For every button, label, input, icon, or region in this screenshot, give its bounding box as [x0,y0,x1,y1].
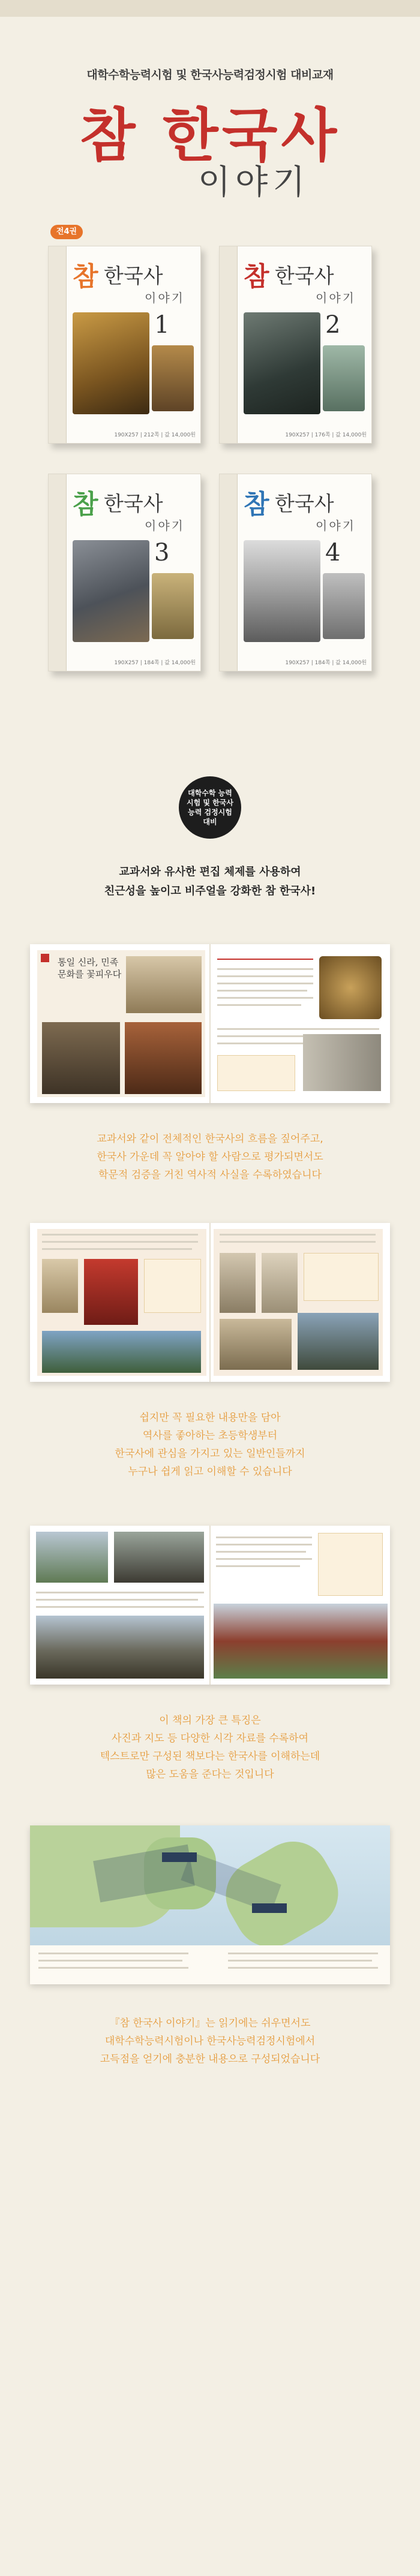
book-cham: 참 [244,489,269,520]
book-number: 4 [325,539,341,567]
text-line [216,1558,312,1560]
book-number: 2 [325,311,341,339]
section-rule [217,959,313,960]
text-line [228,1953,378,1954]
book-spine [220,246,238,443]
book-spec: 190X257 | 184쪽 | 값 14,000원 [285,660,367,666]
text-line [216,1551,306,1553]
text-line [216,1544,312,1545]
text-line [42,1248,192,1250]
sample-spread-2 [30,1223,390,1382]
text3-line-2: 역사를 좋아하는 초등학생부터 [142,1430,278,1442]
text-line [228,1960,372,1962]
book-cover-image [244,540,320,642]
text-line [36,1599,198,1601]
text5-line-2: 대학수학능력시험이나 한국사능력검정시험에서 [104,2035,316,2047]
map-label [162,1852,197,1862]
page-gutter [209,1223,211,1382]
book-cham: 참 [244,261,269,292]
book-cover-image-secondary [152,345,194,411]
book-spec: 190X257 | 176쪽 | 값 14,000원 [285,432,367,438]
book-number: 1 [154,311,170,339]
page-gutter [209,1526,211,1685]
text4-line-3: 텍스트로만 구성된 책보다는 한국사를 이해하는데 [100,1751,320,1762]
book-cham: 참 [73,261,98,292]
text-line [38,1960,182,1962]
photo-prison [214,1604,388,1679]
text-line [217,1028,379,1030]
exam-prep-badge: 대학수학 능력시험 및 한국사능력 검정시험 대비 [179,776,241,839]
map-caption-area [30,1945,390,1984]
text-line [36,1606,204,1608]
book-cover-3 [48,474,201,671]
photo-soldiers [114,1532,204,1583]
text4-line-2: 사진과 지도 등 다양한 시각 자료를 수록하여 [111,1733,309,1745]
text-line [42,1241,198,1243]
book-cham: 참 [73,489,98,520]
book-title: 한국사 [104,492,163,516]
text-line [38,1967,188,1969]
book-spine [49,246,67,443]
book-cover-image [73,540,149,642]
book-cover-image [73,312,149,414]
sidebar-box [144,1259,201,1313]
photo-building [298,1313,379,1370]
text4-line-4: 많은 도움을 준다는 것입니다 [146,1768,274,1780]
photo-temple [126,956,202,1013]
photo-portrait [84,1259,138,1325]
text-line [217,968,313,970]
text-line [217,1004,301,1006]
text-line [42,1234,198,1236]
chapter-marker [41,954,49,962]
book-cover-image [244,312,320,414]
book-cover-image-secondary [323,573,365,639]
photo-monument [36,1532,108,1583]
text3-line-4: 누구나 쉽게 읽고 이해할 수 있습니다 [128,1466,292,1478]
text4-line-1: 이 책의 가장 큰 특징은 [159,1715,261,1727]
book-cover-1 [48,246,201,444]
book-spec: 190X257 | 184쪽 | 값 14,000원 [114,660,196,666]
book-subtitle: 이야기 [316,519,356,533]
intro-line-2: 친근성을 높이고 비주얼을 강화한 참 한국사! [104,885,316,897]
photo-document [220,1253,256,1313]
photo-document [262,1253,298,1313]
sample-spread-3 [30,1526,390,1685]
text-line [220,1234,376,1236]
spread-heading: 통일 신라, 민족 문화를 꽃피우다 [58,957,122,980]
text-line [217,990,307,992]
photo-stele [303,1034,381,1091]
text3-line-3: 한국사에 관심을 가지고 있는 일반인들까지 [115,1448,305,1460]
intro-line-1: 교과서와 유사한 편집 체제를 사용하여 [119,866,301,878]
text-line [217,983,313,984]
text-line [217,997,313,999]
photo-hall [125,1022,202,1094]
top-band [0,0,420,17]
photo-ornament [319,956,382,1019]
text5-line-1: 『참 한국사 이야기』는 읽기에는 쉬우면서도 [109,2017,311,2029]
book-spine [220,474,238,671]
text-line [216,1565,300,1567]
text-line [228,1967,378,1969]
sample-spread-4 [30,1825,390,1984]
text-line [220,1241,376,1243]
book-subtitle: 이야기 [145,519,185,533]
text2-line-3: 학문적 검증을 거친 역사적 사실을 수록하였습니다 [98,1169,322,1181]
photo-statue [36,1616,204,1679]
tagline: 대학수학능력시험 및 한국사능력검정시험 대비교재 [86,68,334,82]
volume-count-badge: 전4권 [50,225,83,239]
text-line [38,1953,188,1954]
text-line [216,1536,312,1538]
book-cover-2 [219,246,372,444]
photo-book [220,1319,292,1370]
text5-line-3: 고득점을 얻기에 충분한 내용으로 구성되었습니다 [100,2053,320,2065]
map-label [252,1903,287,1913]
book-cover-image-secondary [323,345,365,411]
book-cover-image-secondary [152,573,194,639]
book-spine [49,474,67,671]
sidebar-box [318,1533,383,1596]
book-title: 한국사 [104,264,163,288]
page-gutter [209,944,211,1103]
sidebar-box [304,1253,379,1301]
main-title: 참 한국사 [79,101,341,169]
text-line [36,1592,204,1593]
photo-pavilion [42,1331,201,1373]
book-spec: 190X257 | 212쪽 | 값 14,000원 [114,432,196,438]
text3-line-1: 쉽지만 꼭 필요한 내용만을 담아 [139,1412,281,1424]
book-subtitle: 이야기 [145,291,185,305]
sample-spread-1 [30,944,390,1103]
book-cover-4 [219,474,372,671]
text-line [217,975,313,977]
photo-scroll [42,1259,78,1313]
book-title: 한국사 [275,264,334,288]
book-number: 3 [154,539,170,567]
text2-line-2: 한국사 가운데 꼭 알아야 할 사람으로 평가되면서도 [97,1151,323,1163]
text2-line-1: 교과서와 같이 전체적인 한국사의 흐름을 짚어주고, [97,1133,323,1145]
main-subtitle: 이야기 [198,163,310,202]
sidebar-box [217,1055,295,1091]
book-subtitle: 이야기 [316,291,356,305]
book-title: 한국사 [275,492,334,516]
photo-buddha [42,1022,120,1094]
